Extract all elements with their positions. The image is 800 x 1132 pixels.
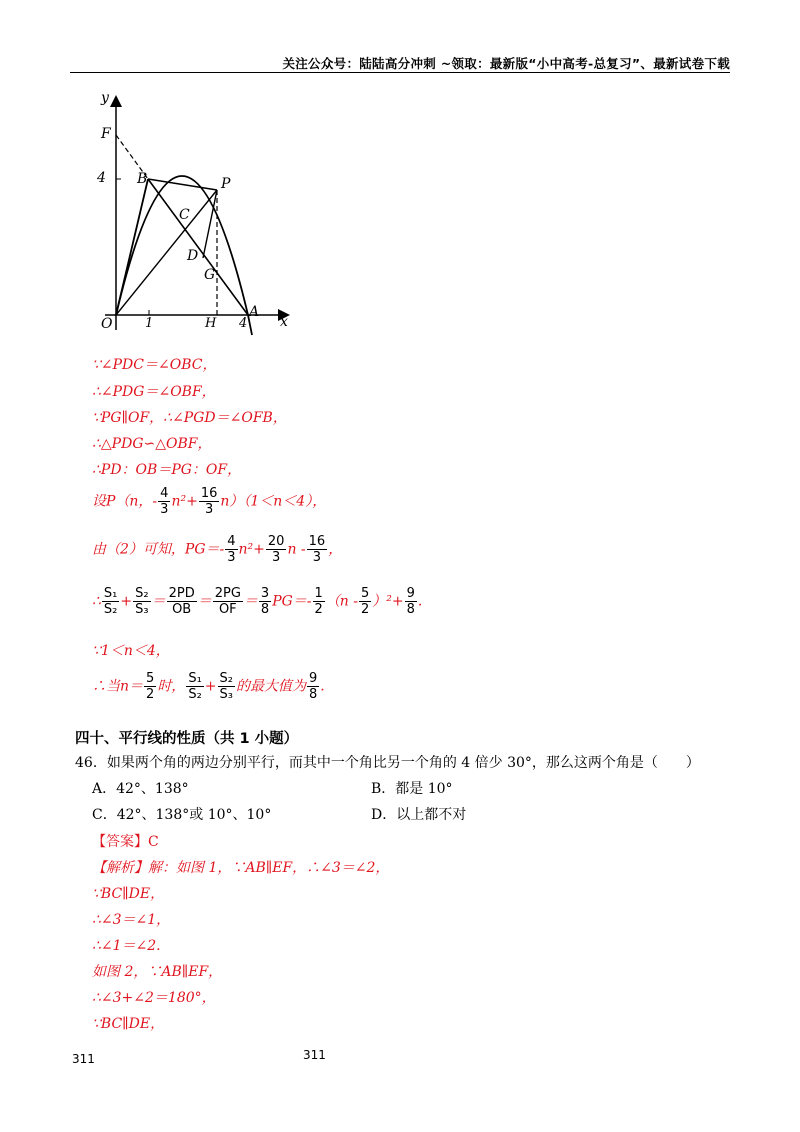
- fraction: $\frac{\text{S₁}}{\text{S₂}}$: [103, 586, 118, 617]
- option-d: D．以上都不对: [371, 807, 467, 823]
- fraction: $\frac{5}{2}$: [361, 586, 370, 617]
- seg-BP: [148, 179, 217, 190]
- analysis-line-5: 如图 2，∵AB∥EF，: [92, 964, 223, 980]
- fig-label-O: O: [101, 316, 113, 332]
- option-b: B．都是 10°: [371, 781, 453, 797]
- analysis-line-1: 【解析】解：如图 1，∵AB∥EF，∴∠3＝∠2，: [92, 860, 390, 876]
- fig-label-y: y: [101, 90, 109, 106]
- page-number-left: 311: [72, 1052, 95, 1066]
- fraction: $\frac{2PG}{OF}$: [214, 586, 241, 617]
- solution-line-6: 设P（n，- $\frac{4}{3}$ n²+ $\frac{16}{3}$ n）（1＜n＜4），: [92, 486, 327, 517]
- fraction: $\frac{2PD}{OB}$: [168, 586, 195, 617]
- fig-label-A: A: [249, 304, 260, 320]
- solution-line-1: ∵∠PDC＝∠OBC，: [92, 357, 217, 373]
- fig-tick-4x: 4: [239, 316, 248, 331]
- fig-label-H: H: [205, 316, 217, 331]
- fig-label-C: C: [179, 207, 190, 223]
- solution-line-3: ∵PG∥OF，∴∠PGD＝∠OFB，: [92, 410, 287, 426]
- solution-line-9: ∵1＜n＜4，: [92, 643, 170, 659]
- fig-label-x: x: [280, 314, 288, 330]
- fig-label-B: B: [137, 171, 148, 187]
- analysis-line-2: ∵BC∥DE，: [92, 886, 165, 902]
- parabola: [116, 176, 252, 335]
- option-a: A．42°、138°: [92, 781, 189, 797]
- page-header: 关注公众号：陆陆高分冲刺 ~领取：最新版“小中高考-总复习”、最新试卷下载: [282, 56, 730, 71]
- seg-BA: [148, 179, 248, 315]
- fraction: $\frac{4}{3}$: [160, 486, 169, 517]
- geometry-figure: [95, 90, 305, 340]
- fraction: $\frac{4}{3}$: [227, 534, 236, 565]
- solution-line-5: ∴PD：OB＝PG：OF，: [92, 462, 242, 478]
- analysis-line-3: ∴∠3＝∠1，: [92, 912, 171, 928]
- question-text: 46．如果两个角的两边分别平行，而其中一个角比另一个角的 4 倍少 30°，那么这两个角是（ ）: [75, 755, 700, 771]
- solution-line-4: ∴△PDG∽△OBF，: [92, 436, 212, 452]
- solution-line-2: ∴∠PDG＝∠OBF，: [92, 384, 216, 400]
- fraction: $\frac{5}{2}$: [146, 671, 155, 702]
- fraction: $\frac{16}{3}$: [200, 486, 218, 517]
- fig-label-G: G: [204, 267, 216, 283]
- header-rule: [70, 72, 730, 73]
- fig-tick-4y: 4: [97, 170, 106, 186]
- fraction: $\frac{16}{3}$: [308, 534, 326, 565]
- fig-label-D: D: [187, 248, 199, 264]
- section-title: 四十、平行线的性质（共 1 小题）: [75, 731, 299, 747]
- fig-label-F: F: [101, 126, 111, 142]
- solution-line-10: ∴当n＝ $\frac{5}{2}$ 时， $\frac{\text{S₁}}{\text{S₂}}$ + $\frac{\text{S₂}}{\text{S₃}}$ 的最大值为 $\frac{9}{8}$ .: [92, 671, 325, 702]
- answer-label: 【答案】C: [92, 834, 159, 850]
- fraction: $\frac{20}{3}$: [267, 534, 285, 565]
- analysis-line-6: ∴∠3+∠2＝180°，: [92, 990, 216, 1006]
- fraction: $\frac{1}{2}$: [314, 586, 323, 617]
- analysis-line-4: ∴∠1＝∠2.: [92, 938, 161, 954]
- fraction: $\frac{\text{S₂}}{\text{S₃}}$: [219, 671, 233, 702]
- fraction: $\frac{\text{S₂}}{\text{S₃}}$: [135, 586, 149, 617]
- fraction: $\frac{3}{8}$: [260, 586, 270, 617]
- option-c: C．42°、138°或 10°、10°: [92, 807, 272, 823]
- fraction: $\frac{9}{8}$: [406, 586, 415, 617]
- fraction: $\frac{\text{S₁}}{\text{S₂}}$: [188, 671, 202, 702]
- solution-line-8: ∴ $\frac{\text{S₁}}{\text{S₂}}$ + $\frac{\text{S₂}}{\text{S₃}}$ ＝ $\frac{2PD}{OB}$ ＝ $\frac{2PG}{OF}$ ＝ $\frac{3}{8}$ PG＝- $\frac{1}{2}$ （n - $\frac{5}{2}$ ）²+ $\frac{9}{8}$ .: [92, 586, 423, 617]
- fig-tick-1: 1: [145, 316, 154, 331]
- solution-line-7: 由（2）可知，PG＝- $\frac{4}{3}$ n²+ $\frac{20}{3}$ n - $\frac{16}{3}$ ，: [92, 534, 343, 565]
- fraction: $\frac{9}{8}$: [308, 671, 318, 702]
- analysis-line-7: ∵BC∥DE，: [92, 1016, 165, 1032]
- page-number-center: 311: [303, 1048, 326, 1062]
- fig-label-P: P: [221, 176, 231, 192]
